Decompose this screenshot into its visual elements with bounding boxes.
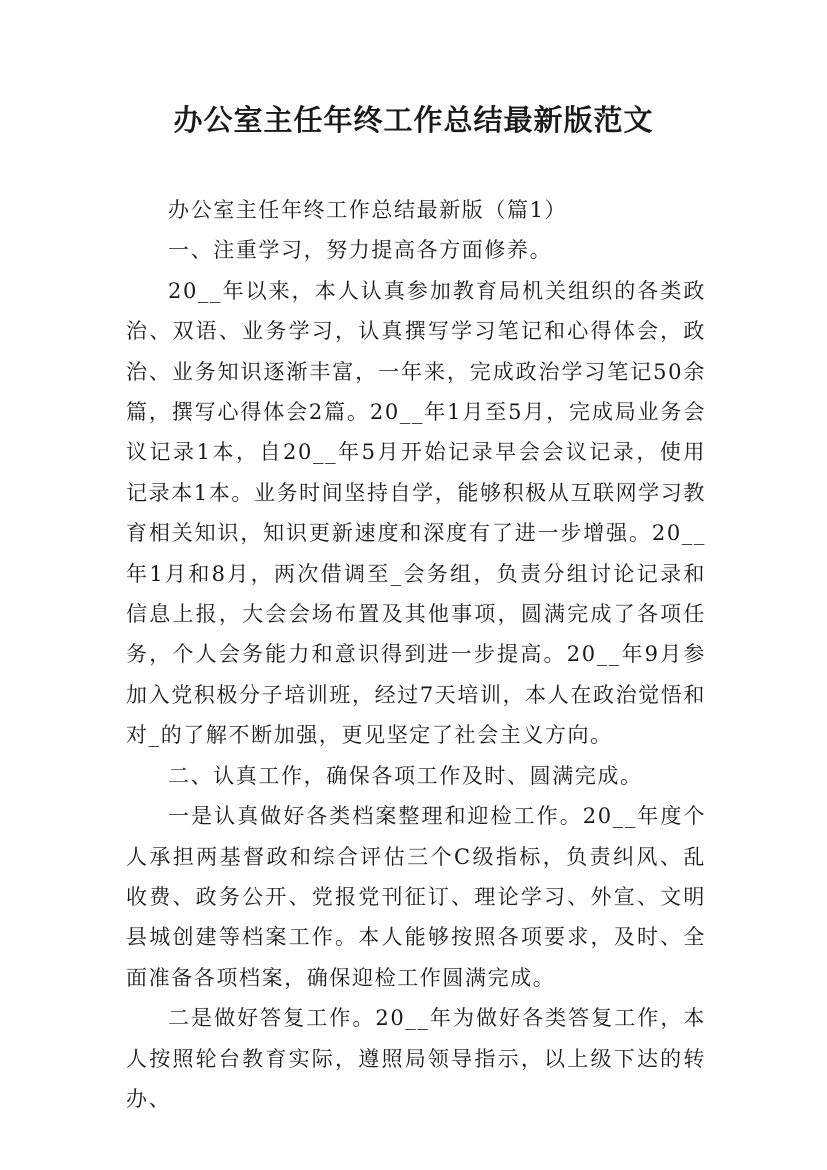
heading-study: 一、注重学习，努力提高各方面修养。 — [168, 238, 553, 263]
paragraph-replies: 二是做好答复工作。20__年为做好各类答复工作，本人按照轮台教育实际，遵照局领导指示，以上级下达的转办、 — [126, 1006, 706, 1111]
heading-work: 二、认真工作，确保各项工作及时、圆满完成。 — [168, 763, 643, 788]
paragraph-archives: 一是认真做好各类档案整理和迎检工作。20__年度个人承担两基督政和综合评估三个C级指标，负责纠风、乱收费、政务公开、党报党刊征订、理论学习、外宣、文明县城创建等档案工作。本人能够按照各项要求，及时、全面准备各项档案，确保迎检工作圆满完成。 — [126, 804, 706, 990]
section-heading-part1: 办公室主任年终工作总结最新版（篇1） — [168, 198, 568, 222]
document-title: 办公室主任年终工作总结最新版范文 — [173, 103, 654, 137]
document-body — [126, 190, 706, 1119]
paragraph-study: 20__年以来，本人认真参加教育局机关组织的各类政治、双语、业务学习，认真撰写学习笔记和心得体会，政治、业务知识逐渐丰富，一年来，完成政治学习笔记50余篇，撰写心得体会2篇。20__年1月至5月，完成局业务会议记录1本，自20__年5月开始记录早会会议记录，使用记录本1本。业务时间坚持自学，能够积极从互联网学习教育相关知识，知识更新速度和深度有了进一步增强。20__年1月和8月，两次借调至_会务组，负责分组讨论记录和信息上报，大会会场布置及其他事项，圆满完成了各项任务，个人会务能力和意识得到进一步提高。20__年9月参加入党积极分子培训班，经过7天培训，本人在政治觉悟和对_的了解不断加强，更见坚定了社会主义方向。 — [126, 278, 706, 748]
